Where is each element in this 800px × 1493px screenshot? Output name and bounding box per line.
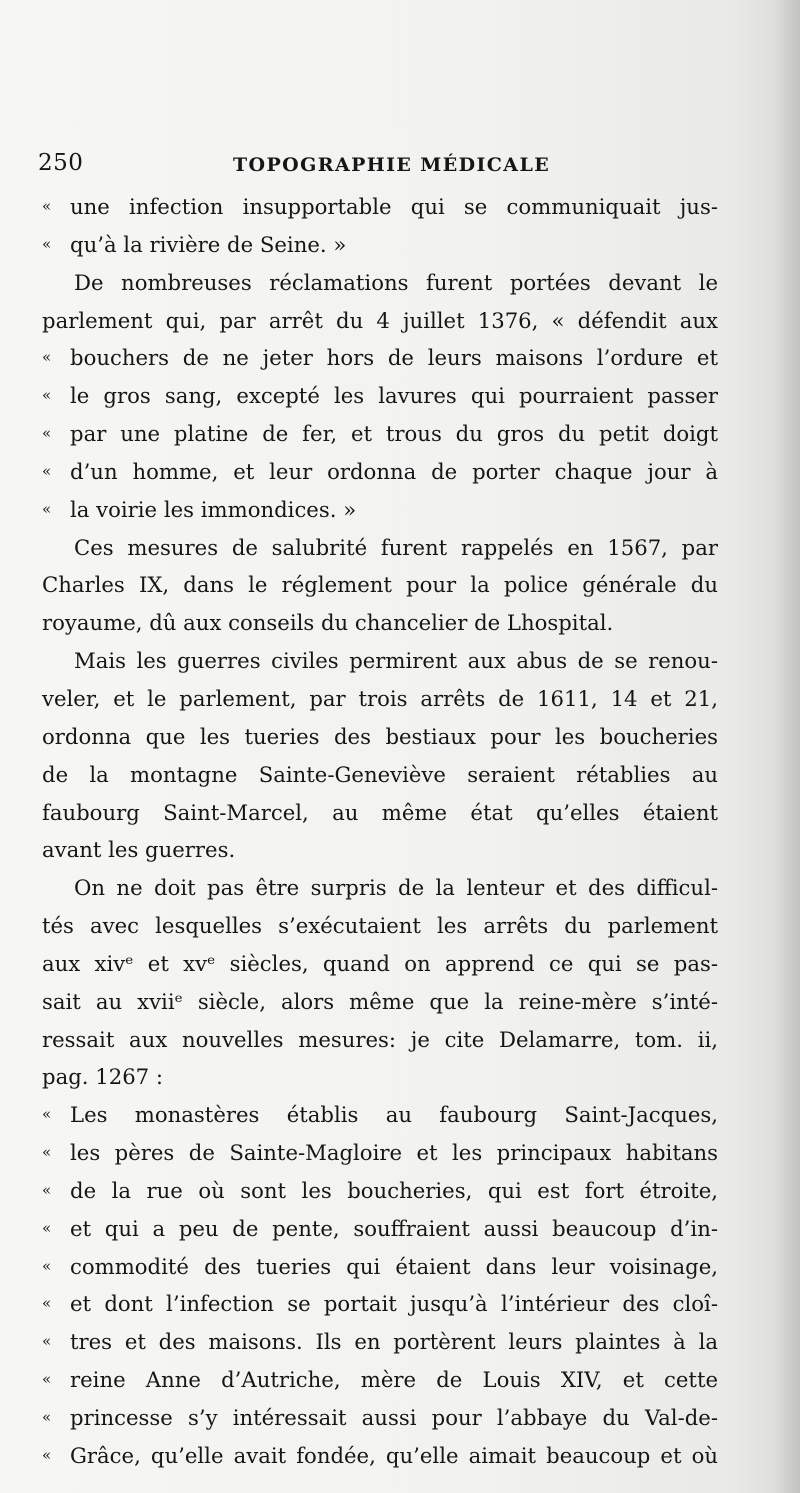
line-text: Les monastères établis au faubourg Saint-Jacques, [70,1102,718,1128]
quote-mark: « [42,1294,52,1313]
page-number: 250 [38,150,84,176]
text-line [42,1172,718,1210]
quote-mark: « [42,499,52,518]
text-line [42,794,718,832]
line-text: les pères de Sainte-Magloire et les principaux habitans [70,1140,718,1166]
text-line [42,1134,718,1172]
line-text: aux xivᵉ et xvᵉ siècles, quand on apprend ce qui se pas- [42,950,718,976]
line-text: une infection insupportable qui se communiquait jus- [70,194,718,219]
line-text: tres et des maisons. Ils en portèrent leurs plaintes à la [70,1329,718,1355]
line-text: Charles IX, dans le réglement pour la police générale du [42,572,718,598]
line-text: par une platine de fer, et trous du gros du petit doigt [70,421,718,447]
text-line [42,1437,718,1475]
quote-mark: « [42,1445,52,1464]
line-text: d’un homme, et leur ordonna de porter chaque jour à [70,458,718,484]
line-text: De nombreuses réclamations furent portées devant le [74,269,718,295]
quote-mark: « [42,1143,52,1162]
line-text: bouchers de ne jeter hors de leurs maisons l’ordure et [70,345,718,371]
line-text: sait au xviiᵉ siècle, alors même que la reine-mère s’inté- [42,988,718,1014]
line-text: la voirie les immondices. » [70,496,357,522]
text-line [42,302,718,340]
quote-mark: « [42,386,52,405]
line-text: qu’à la rivière de Seine. » [70,231,347,257]
text-line [42,415,718,453]
text-line [42,718,718,756]
text-line [42,1323,718,1361]
body-text [42,188,718,1475]
text-line [42,907,718,945]
text-line [42,604,718,642]
line-text: royaume, dû aux conseils du chancelier de Lhospital. [42,610,614,636]
text-line [42,188,718,226]
quote-mark: « [42,1256,52,1275]
line-text: et dont l’infection se portait jusqu’à l’intérieur des cloî- [70,1291,718,1317]
line-text: reine Anne d’Autriche, mère de Louis XIV, et cette [70,1367,718,1393]
line-text: et qui a peu de pente, souffraient aussi beaucoup d’in- [70,1215,718,1241]
text-line [42,1210,718,1248]
running-title: TOPOGRAPHIE MÉDICALE [233,154,551,176]
text-line [42,680,718,718]
line-text: faubourg Saint-Marcel, au même état qu’elles étaient [42,799,718,825]
line-text: veler, et le parlement, par trois arrêts de 1611, 14 et 21, [42,685,718,711]
text-line [42,869,718,907]
line-text: tés avec lesquelles s’exécutaient les arrêts du parlement [42,913,718,939]
quote-mark: « [42,1408,52,1426]
text-line [42,264,718,302]
text-line [42,377,718,415]
line-text: princesse s’y intéressait aussi pour l’abbaye du Val-de- [70,1405,718,1430]
quote-mark: « [42,461,52,480]
quote-mark: « [42,1218,52,1237]
line-text: On ne doit pas être surpris de la lenteur et des difficul- [74,875,718,901]
text-line [42,529,718,567]
text-line [42,566,718,604]
quote-mark: « [42,1370,52,1389]
text-line [42,1021,718,1059]
text-line [42,983,718,1021]
text-line [42,1248,718,1286]
text-line [42,642,718,680]
text-line [42,453,718,491]
text-line [42,226,718,264]
quote-mark: « [42,348,52,367]
line-text: commodité des tueries qui étaient dans leur voisinage, [70,1253,718,1279]
text-line [42,1096,718,1134]
quote-mark: « [42,1105,52,1124]
text-line [42,1058,718,1096]
text-line [42,1399,718,1437]
page-edge-shadow [774,0,800,1493]
text-line [42,1361,718,1399]
page-header [38,150,758,190]
line-text: pag. 1267 : [42,1064,164,1090]
text-line [42,339,718,377]
line-text: ordonna que les tueries des bestiaux pour les boucheries [42,723,718,749]
line-text: de la montagne Sainte-Geneviève seraient rétablies au [42,761,718,787]
line-text: de la rue où sont les boucheries, qui est fort étroite, [70,1177,718,1203]
text-line [42,831,718,869]
line-text: avant les guerres. [42,837,236,863]
text-line [42,756,718,794]
line-text: Ces mesures de salubrité furent rappelés en 1567, par [74,534,718,560]
quote-mark: « [42,1180,52,1199]
line-text: Mais les guerres civiles permirent aux abus de se renou- [74,648,718,674]
quote-mark: « [42,234,52,253]
text-line [42,945,718,983]
quote-mark: « [42,424,52,443]
line-text: parlement qui, par arrêt du 4 juillet 1376, « défendit aux [42,307,718,333]
text-line [42,491,718,529]
line-text: le gros sang, excepté les lavures qui pourraient passer [70,383,718,409]
line-text: Grâce, qu’elle avait fondée, qu’elle aimait beaucoup et où [70,1442,718,1468]
line-text: ressait aux nouvelles mesures: je cite Delamarre, tom. ii, [42,1026,718,1052]
text-line [42,1285,718,1323]
quote-mark: « [42,197,52,215]
quote-mark: « [42,1332,52,1351]
